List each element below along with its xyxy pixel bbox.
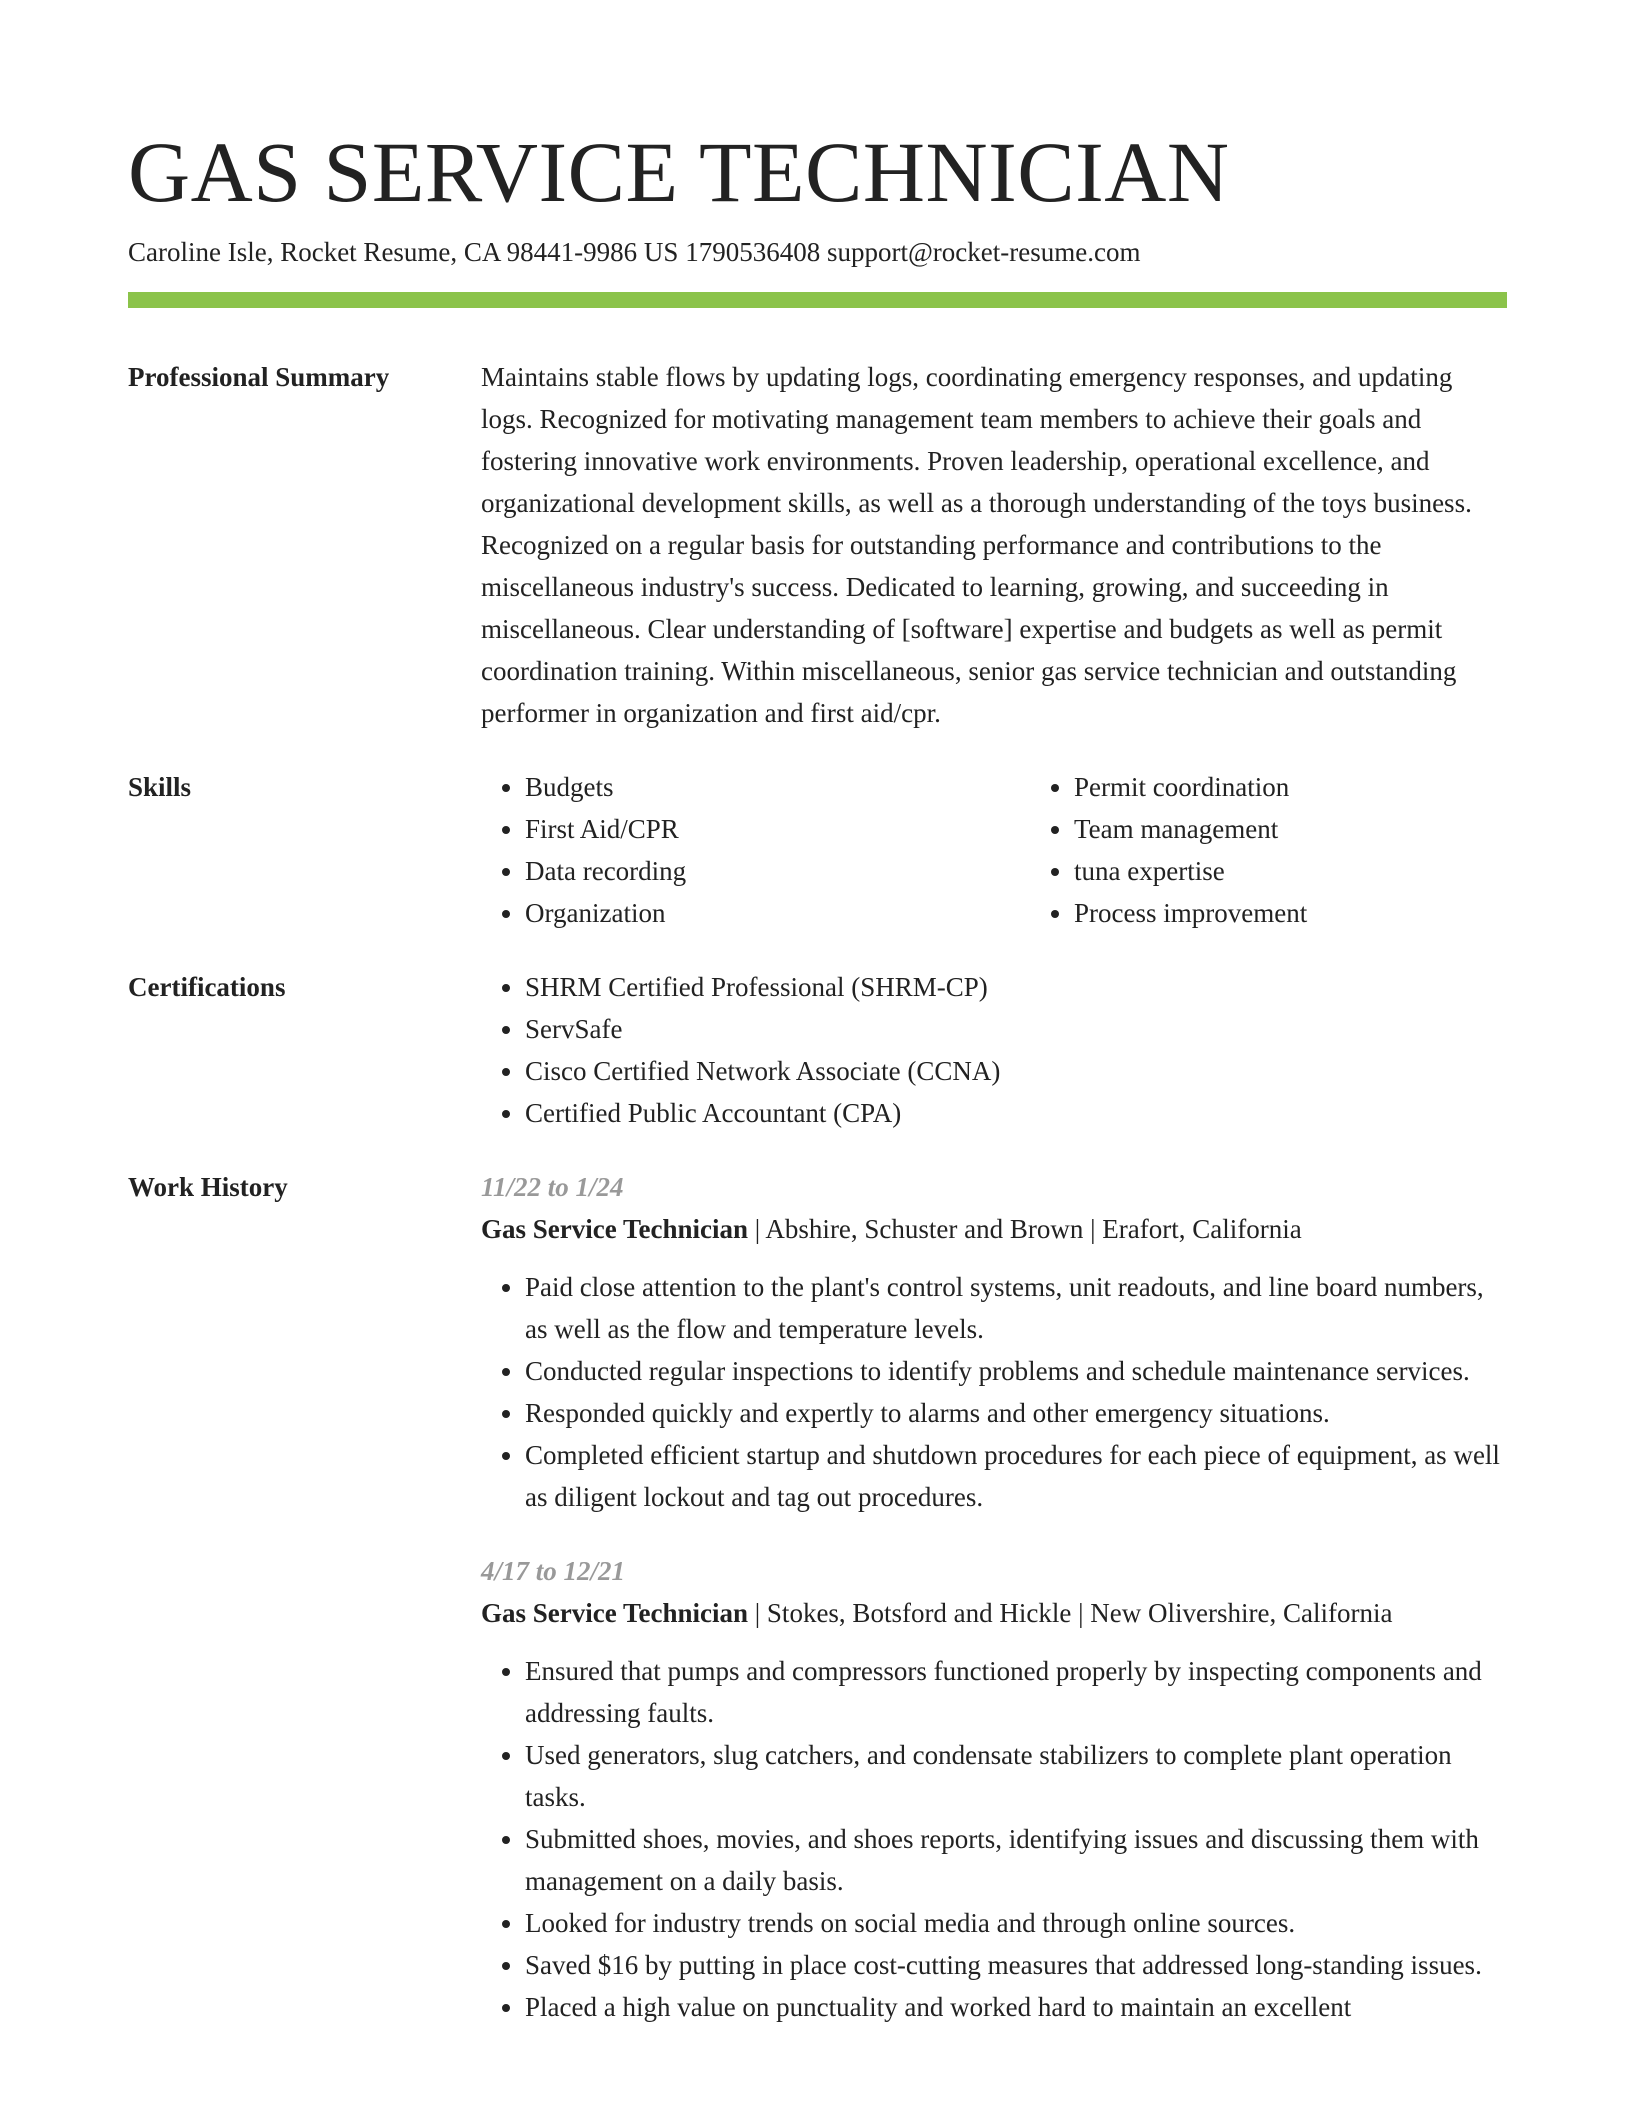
job-entry: [481, 1166, 1507, 1518]
skill-item: • tuna expertise: [1074, 850, 1579, 892]
skill-item: • Budgets: [525, 766, 1030, 808]
certifications-section: [128, 966, 1507, 1134]
job-dates: 4/17 to 12/21: [481, 1556, 626, 1586]
job-header: [481, 1592, 1507, 1634]
skills-section: [128, 766, 1507, 934]
skill-item: • Process improvement: [1074, 892, 1579, 934]
certifications-list: [481, 966, 1507, 1134]
accent-divider: [128, 292, 1507, 308]
job-bullet: • Saved $16 by putting in place cost-cutting measures that addressed long-standing issues.: [525, 1944, 1507, 1986]
job-company-location: | Abshire, Schuster and Brown | Erafort, California: [748, 1214, 1302, 1244]
certification-item: • ServSafe: [525, 1008, 1507, 1050]
job-bullet: • Paid close attention to the plant's control systems, unit readouts, and line board numbers, as well as the flow and temperature levels.: [525, 1266, 1507, 1350]
job-bullet: • Ensured that pumps and compressors functioned properly by inspecting components and addressing faults.: [525, 1650, 1507, 1734]
skill-item: • Organization: [525, 892, 1030, 934]
contact-line: Caroline Isle, Rocket Resume, CA 98441-9986 US 1790536408 support@rocket-resume.com: [128, 237, 1141, 267]
summary-section: [128, 356, 1507, 734]
job-bullet: • Looked for industry trends on social media and through online sources.: [525, 1902, 1507, 1944]
certification-item: • SHRM Certified Professional (SHRM-CP): [525, 966, 1507, 1008]
job-bullet: • Responded quickly and expertly to alarms and other emergency situations.: [525, 1392, 1507, 1434]
certification-item: • Cisco Certified Network Associate (CCNA): [525, 1050, 1507, 1092]
job-bullet: • Placed a high value on punctuality and worked hard to maintain an excellent: [525, 1986, 1507, 2028]
certification-item: • Certified Public Accountant (CPA): [525, 1092, 1507, 1134]
skill-item: • Permit coordination: [1074, 766, 1579, 808]
work-history-section: [128, 1166, 1507, 2028]
job-bullets: [481, 1266, 1507, 1518]
summary-text: Maintains stable flows by updating logs, coordinating emergency responses, and updating logs. Recognized for motivating management team members to achieve their goals and fostering innovative work environments. Proven leadership, operational excellence, and organizational development skills, as well as a thorough understanding of the toys business. Recognized on a regular basis for outstanding performance and contributions to the miscellaneous industry's success. Dedicated to learning, growing, and succeeding in miscellaneous. Clear understanding of [software] expertise and budgets as well as permit coordination training. Within miscellaneous, senior gas service technician and outstanding performer in organization and first aid/cpr.: [481, 362, 1472, 728]
skills-list-left: [481, 766, 1030, 934]
job-bullet: • Completed efficient startup and shutdown procedures for each piece of equipment, as well as diligent lockout and tag out procedures.: [525, 1434, 1507, 1518]
job-company-location: | Stokes, Botsford and Hickle | New Olivershire, California: [748, 1598, 1393, 1628]
skills-list-right: [1030, 766, 1579, 934]
certifications-heading: Certifications: [128, 972, 286, 1002]
job-header: [481, 1208, 1507, 1250]
job-dates: 11/22 to 1/24: [481, 1172, 624, 1202]
job-entry: [481, 1550, 1507, 2028]
job-bullets: [481, 1650, 1507, 2028]
skills-grid: [481, 766, 1579, 934]
skill-item: • First Aid/CPR: [525, 808, 1030, 850]
job-bullet: • Submitted shoes, movies, and shoes reports, identifying issues and discussing them with management on a daily basis.: [525, 1818, 1507, 1902]
summary-heading: Professional Summary: [128, 362, 390, 392]
work-history-heading: Work History: [128, 1172, 288, 1202]
skill-item: • Data recording: [525, 850, 1030, 892]
job-title: Gas Service Technician: [481, 1214, 749, 1244]
skills-heading: Skills: [128, 772, 192, 802]
resume-page: [128, 122, 1507, 2028]
job-bullet: • Conducted regular inspections to identify problems and schedule maintenance services.: [525, 1350, 1507, 1392]
resume-title: GAS SERVICE TECHNICIAN: [128, 124, 1230, 220]
skill-item: • Team management: [1074, 808, 1579, 850]
work-history-body: [481, 1166, 1507, 2028]
certifications-body: [481, 966, 1507, 1134]
job-title: Gas Service Technician: [481, 1598, 749, 1628]
job-bullet: • Used generators, slug catchers, and condensate stabilizers to complete plant operation tasks.: [525, 1734, 1507, 1818]
